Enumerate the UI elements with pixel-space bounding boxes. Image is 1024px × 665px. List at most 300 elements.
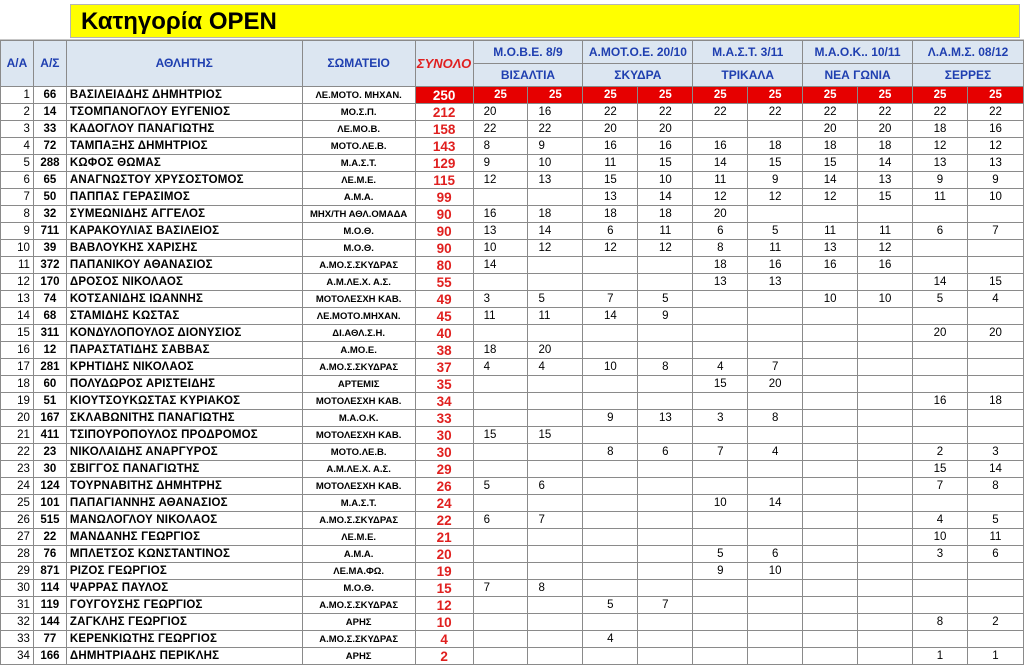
cell-total[interactable]: 10 (415, 614, 473, 631)
cell-points[interactable] (913, 257, 968, 274)
cell-aa[interactable]: 22 (1, 444, 34, 461)
cell-points[interactable]: 6 (473, 512, 528, 529)
cell-points[interactable] (583, 529, 638, 546)
cell-club[interactable]: ΛΕ.ΜΟ.Β. (302, 121, 415, 138)
cell-points[interactable] (528, 631, 583, 648)
cell-points[interactable]: 22 (473, 121, 528, 138)
cell-points[interactable]: 14 (583, 308, 638, 325)
cell-athlete[interactable]: ΤΣΙΠΟΥΡΟΠΟΥΛΟΣ ΠΡΟΔΡΟΜΟΣ (66, 427, 302, 444)
cell-points[interactable]: 11 (967, 529, 1023, 546)
cell-points[interactable]: 13 (858, 172, 913, 189)
cell-club[interactable]: Μ.Α.Σ.Τ. (302, 495, 415, 512)
cell-points[interactable] (638, 512, 693, 529)
cell-points[interactable]: 15 (913, 461, 968, 478)
cell-points[interactable] (913, 376, 968, 393)
header-athlete[interactable]: ΑΘΛΗΤΗΣ (66, 41, 302, 87)
cell-points[interactable]: 13 (967, 155, 1023, 172)
cell-athlete[interactable]: ΖΑΓΚΛΗΣ ΓΕΩΡΓΙΟΣ (66, 614, 302, 631)
cell-points[interactable] (803, 393, 858, 410)
cell-points[interactable] (858, 427, 913, 444)
cell-points[interactable]: 14 (693, 155, 748, 172)
cell-points[interactable] (638, 631, 693, 648)
cell-points[interactable] (528, 648, 583, 665)
cell-athlete[interactable]: ΤΣΟΜΠΑΝΟΓΛΟΥ ΕΥΓΕΝΙΟΣ (66, 104, 302, 121)
cell-points[interactable] (858, 631, 913, 648)
cell-points[interactable] (638, 529, 693, 546)
cell-points[interactable] (473, 648, 528, 665)
cell-athlete[interactable]: ΣΥΜΕΩΝΙΔΗΣ ΑΓΓΕΛΟΣ (66, 206, 302, 223)
cell-points[interactable] (638, 648, 693, 665)
cell-points[interactable]: 20 (858, 121, 913, 138)
cell-as[interactable]: 76 (33, 546, 66, 563)
cell-points[interactable] (638, 580, 693, 597)
cell-points[interactable] (803, 427, 858, 444)
cell-athlete[interactable]: ΜΑΝΔΑΝΗΣ ΓΕΩΡΓΙΟΣ (66, 529, 302, 546)
cell-points[interactable]: 15 (638, 155, 693, 172)
cell-aa[interactable]: 8 (1, 206, 34, 223)
cell-points[interactable] (583, 512, 638, 529)
cell-athlete[interactable]: ΝΙΚΟΛΑΙΔΗΣ ΑΝΑΡΓΥΡΟΣ (66, 444, 302, 461)
cell-points[interactable] (638, 563, 693, 580)
cell-as[interactable]: 72 (33, 138, 66, 155)
cell-points[interactable] (693, 580, 748, 597)
cell-as[interactable]: 74 (33, 291, 66, 308)
cell-as[interactable]: 23 (33, 444, 66, 461)
cell-points[interactable]: 12 (748, 189, 803, 206)
cell-as[interactable]: 60 (33, 376, 66, 393)
cell-points[interactable] (583, 546, 638, 563)
cell-as[interactable]: 33 (33, 121, 66, 138)
cell-points[interactable]: 10 (913, 529, 968, 546)
cell-points[interactable]: 7 (583, 291, 638, 308)
cell-as[interactable]: 14 (33, 104, 66, 121)
cell-club[interactable]: Α.ΜΟ.Σ.ΣΚΥΔΡΑΣ (302, 257, 415, 274)
cell-points[interactable]: 16 (583, 138, 638, 155)
cell-as[interactable]: 288 (33, 155, 66, 172)
cell-points[interactable]: 15 (583, 172, 638, 189)
cell-points[interactable] (748, 478, 803, 495)
cell-points[interactable]: 18 (913, 121, 968, 138)
cell-points[interactable]: 7 (913, 478, 968, 495)
cell-aa[interactable]: 11 (1, 257, 34, 274)
cell-total[interactable]: 115 (415, 172, 473, 189)
cell-as[interactable]: 311 (33, 325, 66, 342)
cell-points[interactable]: 14 (528, 223, 583, 240)
cell-aa[interactable]: 33 (1, 631, 34, 648)
cell-points[interactable] (967, 240, 1023, 257)
cell-total[interactable]: 20 (415, 546, 473, 563)
cell-total[interactable]: 30 (415, 444, 473, 461)
cell-athlete[interactable]: ΠΑΠΠΑΣ ΓΕΡΑΣΙΜΟΣ (66, 189, 302, 206)
cell-points[interactable] (473, 393, 528, 410)
cell-points[interactable]: 13 (473, 223, 528, 240)
cell-points[interactable] (858, 495, 913, 512)
cell-points[interactable] (638, 495, 693, 512)
cell-points[interactable]: 18 (473, 342, 528, 359)
cell-points[interactable]: 10 (473, 240, 528, 257)
cell-points[interactable] (693, 478, 748, 495)
cell-points[interactable]: 10 (748, 563, 803, 580)
cell-club[interactable]: Α.Μ.Α. (302, 189, 415, 206)
cell-aa[interactable]: 10 (1, 240, 34, 257)
cell-points[interactable]: 11 (638, 223, 693, 240)
cell-points[interactable] (583, 495, 638, 512)
cell-points[interactable] (803, 597, 858, 614)
cell-total[interactable]: 26 (415, 478, 473, 495)
cell-points[interactable]: 9 (967, 172, 1023, 189)
cell-points[interactable]: 8 (583, 444, 638, 461)
cell-points[interactable]: 6 (748, 546, 803, 563)
cell-points[interactable] (473, 410, 528, 427)
cell-points[interactable] (748, 325, 803, 342)
cell-as[interactable]: 77 (33, 631, 66, 648)
cell-points[interactable] (528, 189, 583, 206)
cell-points[interactable] (858, 597, 913, 614)
header-event-place[interactable]: ΒΙΣΑΛΤΙΑ (473, 64, 583, 87)
cell-points[interactable]: 15 (748, 155, 803, 172)
cell-club[interactable]: ΛΕ.Μ.Ε. (302, 529, 415, 546)
cell-points[interactable]: 14 (913, 274, 968, 291)
cell-points[interactable] (967, 427, 1023, 444)
cell-athlete[interactable]: ΣΒΙΓΓΟΣ ΠΑΝΑΓΙΩΤΗΣ (66, 461, 302, 478)
cell-athlete[interactable]: ΜΑΝΩΛΟΓΛΟΥ ΝΙΚΟΛΑΟΣ (66, 512, 302, 529)
cell-aa[interactable]: 31 (1, 597, 34, 614)
cell-points[interactable] (583, 393, 638, 410)
cell-aa[interactable]: 28 (1, 546, 34, 563)
cell-points[interactable]: 13 (693, 274, 748, 291)
cell-points[interactable]: 25 (693, 87, 748, 104)
cell-points[interactable] (693, 325, 748, 342)
cell-aa[interactable]: 13 (1, 291, 34, 308)
cell-points[interactable]: 2 (967, 614, 1023, 631)
cell-points[interactable]: 4 (528, 359, 583, 376)
cell-as[interactable]: 65 (33, 172, 66, 189)
cell-points[interactable] (693, 614, 748, 631)
cell-points[interactable]: 8 (473, 138, 528, 155)
cell-points[interactable]: 25 (748, 87, 803, 104)
cell-points[interactable] (803, 563, 858, 580)
cell-points[interactable]: 22 (967, 104, 1023, 121)
cell-points[interactable] (748, 631, 803, 648)
cell-athlete[interactable]: ΣΤΑΜΙΔΗΣ ΚΩΣΤΑΣ (66, 308, 302, 325)
cell-points[interactable]: 9 (748, 172, 803, 189)
cell-points[interactable] (693, 631, 748, 648)
cell-points[interactable]: 7 (748, 359, 803, 376)
cell-points[interactable] (693, 291, 748, 308)
cell-club[interactable]: Α.Μ.ΛΕ.Χ. Α.Σ. (302, 274, 415, 291)
cell-points[interactable] (913, 308, 968, 325)
cell-points[interactable] (748, 461, 803, 478)
cell-athlete[interactable]: ΚΑΡΑΚΟΥΛΙΑΣ ΒΑΣΙΛΕΙΟΣ (66, 223, 302, 240)
cell-points[interactable] (913, 427, 968, 444)
cell-points[interactable]: 18 (967, 393, 1023, 410)
cell-points[interactable] (528, 376, 583, 393)
cell-points[interactable] (913, 580, 968, 597)
cell-total[interactable]: 45 (415, 308, 473, 325)
cell-club[interactable]: Α.ΜΟ.Σ.ΣΚΥΔΡΑΣ (302, 597, 415, 614)
cell-points[interactable] (803, 495, 858, 512)
cell-club[interactable]: ΑΡΗΣ (302, 614, 415, 631)
cell-club[interactable]: Μ.Α.Ο.Κ. (302, 410, 415, 427)
cell-points[interactable] (473, 597, 528, 614)
cell-points[interactable] (693, 121, 748, 138)
cell-points[interactable]: 12 (693, 189, 748, 206)
cell-points[interactable]: 11 (748, 240, 803, 257)
cell-points[interactable]: 9 (473, 155, 528, 172)
cell-total[interactable]: 22 (415, 512, 473, 529)
cell-club[interactable]: Μ.Α.Σ.Τ. (302, 155, 415, 172)
header-event-place[interactable]: ΣΕΡΡΕΣ (913, 64, 1024, 87)
cell-points[interactable]: 16 (858, 257, 913, 274)
cell-club[interactable]: ΑΡΤΕΜΙΣ (302, 376, 415, 393)
cell-points[interactable] (473, 546, 528, 563)
cell-athlete[interactable]: ΚΟΤΣΑΝΙΔΗΣ ΙΩΑΝΝΗΣ (66, 291, 302, 308)
header-club[interactable]: ΣΩΜΑΤΕΙΟ (302, 41, 415, 87)
cell-points[interactable] (803, 529, 858, 546)
cell-athlete[interactable]: ΚΡΗΤΙΔΗΣ ΝΙΚΟΛΑΟΣ (66, 359, 302, 376)
cell-points[interactable]: 13 (748, 274, 803, 291)
cell-aa[interactable]: 16 (1, 342, 34, 359)
cell-points[interactable] (858, 529, 913, 546)
cell-as[interactable]: 871 (33, 563, 66, 580)
cell-points[interactable]: 16 (913, 393, 968, 410)
cell-points[interactable] (803, 274, 858, 291)
cell-points[interactable]: 22 (638, 104, 693, 121)
cell-points[interactable]: 5 (583, 597, 638, 614)
cell-athlete[interactable]: ΒΑΣΙΛΕΙΑΔΗΣ ΔΗΜΗΤΡΙΟΣ (66, 87, 302, 104)
cell-points[interactable]: 6 (967, 546, 1023, 563)
cell-points[interactable]: 7 (967, 223, 1023, 240)
cell-aa[interactable]: 21 (1, 427, 34, 444)
cell-points[interactable]: 9 (528, 138, 583, 155)
cell-points[interactable] (858, 512, 913, 529)
cell-points[interactable]: 8 (967, 478, 1023, 495)
cell-points[interactable]: 16 (638, 138, 693, 155)
sheet-title[interactable]: Κατηγορία OPEN (70, 4, 1020, 38)
cell-as[interactable]: 30 (33, 461, 66, 478)
cell-points[interactable] (913, 563, 968, 580)
cell-club[interactable]: ΜΗΧ/ΤΗ ΑΘΛ.ΟΜΑΔΑ (302, 206, 415, 223)
cell-points[interactable] (748, 427, 803, 444)
cell-points[interactable] (858, 325, 913, 342)
cell-points[interactable]: 18 (583, 206, 638, 223)
cell-as[interactable]: 372 (33, 257, 66, 274)
cell-total[interactable]: 90 (415, 223, 473, 240)
cell-points[interactable] (967, 342, 1023, 359)
cell-points[interactable]: 7 (638, 597, 693, 614)
cell-total[interactable]: 250 (415, 87, 473, 104)
cell-points[interactable]: 16 (967, 121, 1023, 138)
cell-points[interactable]: 16 (473, 206, 528, 223)
cell-club[interactable]: Μ.Ο.Θ. (302, 223, 415, 240)
cell-points[interactable]: 1 (913, 648, 968, 665)
cell-points[interactable] (858, 478, 913, 495)
cell-total[interactable]: 2 (415, 648, 473, 665)
cell-points[interactable]: 20 (528, 342, 583, 359)
cell-points[interactable] (858, 359, 913, 376)
cell-points[interactable]: 20 (913, 325, 968, 342)
cell-points[interactable]: 10 (693, 495, 748, 512)
cell-points[interactable]: 15 (693, 376, 748, 393)
cell-club[interactable]: ΜΟΤΟΛΕΣΧΗ ΚΑΒ. (302, 427, 415, 444)
cell-points[interactable]: 11 (803, 223, 858, 240)
cell-points[interactable]: 15 (858, 189, 913, 206)
cell-aa[interactable]: 9 (1, 223, 34, 240)
cell-points[interactable] (528, 563, 583, 580)
cell-points[interactable] (473, 461, 528, 478)
cell-points[interactable] (858, 648, 913, 665)
cell-points[interactable] (473, 325, 528, 342)
header-as[interactable]: Α/Σ (33, 41, 66, 87)
cell-points[interactable]: 22 (528, 121, 583, 138)
cell-club[interactable]: Α.Μ.Α. (302, 546, 415, 563)
cell-athlete[interactable]: ΒΑΒΛΟΥΚΗΣ ΧΑΡΙΣΗΣ (66, 240, 302, 257)
cell-total[interactable]: 38 (415, 342, 473, 359)
cell-total[interactable]: 40 (415, 325, 473, 342)
cell-aa[interactable]: 24 (1, 478, 34, 495)
cell-points[interactable]: 7 (693, 444, 748, 461)
cell-total[interactable]: 90 (415, 240, 473, 257)
cell-points[interactable]: 12 (528, 240, 583, 257)
cell-club[interactable]: ΛΕ.ΜΟΤΟ.ΜΗΧΑΝ. (302, 308, 415, 325)
cell-points[interactable]: 18 (528, 206, 583, 223)
cell-points[interactable]: 5 (638, 291, 693, 308)
cell-points[interactable]: 22 (693, 104, 748, 121)
cell-athlete[interactable]: ΜΠΛΕΤΣΟΣ ΚΩΝΣΤΑΝΤΙΝΟΣ (66, 546, 302, 563)
cell-points[interactable]: 25 (528, 87, 583, 104)
cell-points[interactable]: 15 (967, 274, 1023, 291)
cell-points[interactable] (473, 631, 528, 648)
cell-points[interactable] (748, 121, 803, 138)
cell-points[interactable] (967, 631, 1023, 648)
cell-points[interactable] (638, 376, 693, 393)
cell-points[interactable] (473, 376, 528, 393)
cell-points[interactable] (858, 308, 913, 325)
cell-points[interactable]: 8 (528, 580, 583, 597)
cell-club[interactable]: ΜΟΤΟΛΕΣΧΗ ΚΑΒ. (302, 291, 415, 308)
cell-points[interactable] (693, 427, 748, 444)
cell-athlete[interactable]: ΤΑΜΠΑΞΗΣ ΔΗΜΗΤΡΙΟΣ (66, 138, 302, 155)
cell-points[interactable]: 9 (583, 410, 638, 427)
cell-points[interactable] (858, 444, 913, 461)
cell-aa[interactable]: 30 (1, 580, 34, 597)
cell-athlete[interactable]: ΡΙΖΟΣ ΓΕΩΡΓΙΟΣ (66, 563, 302, 580)
cell-total[interactable]: 24 (415, 495, 473, 512)
cell-aa[interactable]: 12 (1, 274, 34, 291)
cell-points[interactable]: 7 (473, 580, 528, 597)
cell-points[interactable]: 14 (638, 189, 693, 206)
cell-athlete[interactable]: ΠΑΠΑΓΙΑΝΝΗΣ ΑΘΑΝΑΣΙΟΣ (66, 495, 302, 512)
cell-points[interactable] (638, 461, 693, 478)
cell-points[interactable] (803, 546, 858, 563)
cell-points[interactable] (748, 614, 803, 631)
cell-points[interactable]: 6 (583, 223, 638, 240)
cell-aa[interactable]: 20 (1, 410, 34, 427)
cell-club[interactable]: ΔΙ.ΑΘΛ.Σ.Η. (302, 325, 415, 342)
cell-points[interactable]: 12 (583, 240, 638, 257)
cell-total[interactable]: 55 (415, 274, 473, 291)
cell-points[interactable] (748, 648, 803, 665)
cell-points[interactable]: 4 (913, 512, 968, 529)
cell-points[interactable]: 20 (693, 206, 748, 223)
cell-points[interactable] (858, 410, 913, 427)
cell-athlete[interactable]: ΚΙΟΥΤΣΟΥΚΩΣΤΑΣ ΚΥΡΙΑΚΟΣ (66, 393, 302, 410)
cell-total[interactable]: 80 (415, 257, 473, 274)
cell-points[interactable] (913, 240, 968, 257)
cell-points[interactable]: 25 (858, 87, 913, 104)
cell-points[interactable] (858, 546, 913, 563)
cell-points[interactable]: 5 (528, 291, 583, 308)
cell-points[interactable] (913, 495, 968, 512)
cell-club[interactable]: ΛΕ.ΜΟΤΟ. ΜΗΧΑΝ. (302, 87, 415, 104)
cell-points[interactable]: 14 (803, 172, 858, 189)
cell-as[interactable]: 32 (33, 206, 66, 223)
cell-points[interactable] (858, 563, 913, 580)
cell-points[interactable]: 22 (913, 104, 968, 121)
cell-club[interactable]: ΜΟΤΟ.ΛΕ.Β. (302, 138, 415, 155)
cell-points[interactable] (748, 308, 803, 325)
cell-points[interactable] (528, 529, 583, 546)
cell-total[interactable]: 30 (415, 427, 473, 444)
cell-points[interactable] (638, 546, 693, 563)
cell-athlete[interactable]: ΠΑΠΑΝΙΚΟΥ ΑΘΑΝΑΣΙΟΣ (66, 257, 302, 274)
cell-points[interactable] (858, 274, 913, 291)
cell-points[interactable] (583, 376, 638, 393)
cell-points[interactable] (528, 444, 583, 461)
cell-as[interactable]: 22 (33, 529, 66, 546)
cell-points[interactable] (473, 444, 528, 461)
cell-as[interactable]: 114 (33, 580, 66, 597)
cell-total[interactable]: 12 (415, 597, 473, 614)
cell-points[interactable] (803, 206, 858, 223)
cell-points[interactable] (803, 325, 858, 342)
cell-points[interactable] (858, 376, 913, 393)
cell-club[interactable]: ΜΟΤΟΛΕΣΧΗ ΚΑΒ. (302, 393, 415, 410)
cell-as[interactable]: 101 (33, 495, 66, 512)
cell-points[interactable]: 3 (473, 291, 528, 308)
cell-points[interactable] (583, 325, 638, 342)
header-total[interactable]: ΣΥΝΟΛΟ (415, 41, 473, 87)
cell-aa[interactable]: 19 (1, 393, 34, 410)
cell-points[interactable] (638, 325, 693, 342)
cell-total[interactable]: 35 (415, 376, 473, 393)
cell-aa[interactable]: 34 (1, 648, 34, 665)
cell-total[interactable]: 37 (415, 359, 473, 376)
cell-points[interactable]: 16 (803, 257, 858, 274)
cell-points[interactable] (638, 342, 693, 359)
cell-points[interactable] (858, 614, 913, 631)
cell-points[interactable]: 25 (638, 87, 693, 104)
cell-points[interactable] (528, 257, 583, 274)
cell-club[interactable]: Α.ΜΟ.Σ.ΣΚΥΔΡΑΣ (302, 631, 415, 648)
cell-points[interactable] (803, 308, 858, 325)
cell-points[interactable]: 12 (638, 240, 693, 257)
header-event-name[interactable]: Μ.Α.Ο.Κ.. 10/11 (803, 41, 913, 64)
cell-aa[interactable]: 32 (1, 614, 34, 631)
cell-points[interactable] (967, 308, 1023, 325)
cell-points[interactable]: 11 (583, 155, 638, 172)
cell-points[interactable]: 13 (803, 240, 858, 257)
cell-aa[interactable]: 3 (1, 121, 34, 138)
cell-points[interactable]: 25 (967, 87, 1023, 104)
cell-points[interactable] (858, 206, 913, 223)
cell-athlete[interactable]: ΤΟΥΡΝΑΒΙΤΗΣ ΔΗΜΗΤΡΗΣ (66, 478, 302, 495)
cell-points[interactable] (913, 410, 968, 427)
cell-points[interactable] (638, 614, 693, 631)
cell-points[interactable]: 3 (967, 444, 1023, 461)
cell-total[interactable]: 49 (415, 291, 473, 308)
cell-points[interactable]: 11 (528, 308, 583, 325)
